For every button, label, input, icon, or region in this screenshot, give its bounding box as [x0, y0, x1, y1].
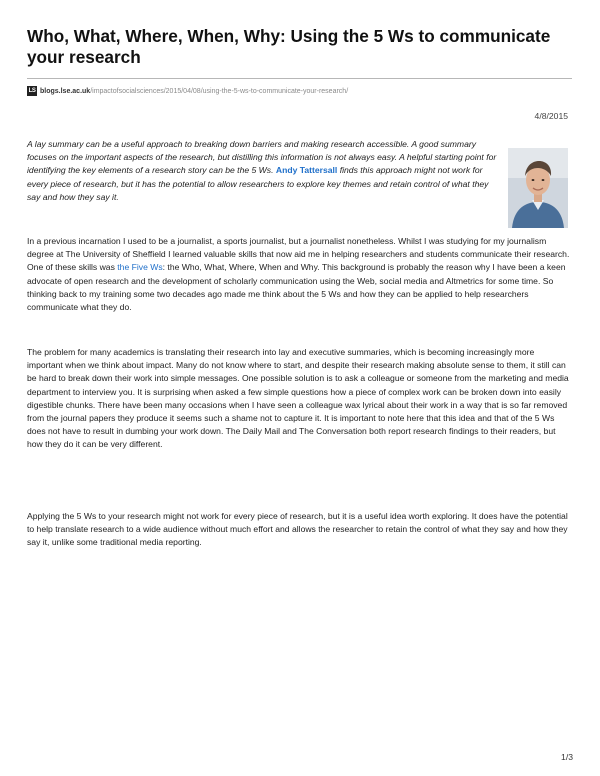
source-line — [27, 84, 348, 98]
page-number: 1/3 — [561, 752, 573, 762]
p1-text-start: In a previous incarnation I used to be a journalist, a sports journalist, but a journalist nonetheless. Whilst I was studying for my journalism degree at The University of Sheffield I learned valuable skills that now aid me in helping researchers and students communicate their research. One of these skills was — [27, 236, 570, 273]
source-domain[interactable]: blogs.lse.ac.uk — [40, 87, 91, 95]
author-photo-icon — [508, 148, 568, 228]
body-paragraph-3: Applying the 5 Ws to your research might not work for every piece of research, but it is a useful idea worth exploring. It does have the potential to help translate research to a wide audience without much effort and allows the researcher to retain the control of what they say and how they say it, unlike some traditional media reporting. — [27, 511, 568, 548]
author-photo — [508, 148, 568, 228]
intro-text-end: finds this approach might not work for every piece of research, but it has the potential to allow researchers to explore key themes and retain control of what they say and how they say it. — [27, 165, 489, 202]
body-paragraph-2: The problem for many academics is translating their research into lay and executive summaries, which is becoming increasingly more important when we think about impact. Many do not know where to start, and despite their research making absolute sense to them, it still can be hard to break down their work into simple messages. One possible solution is to ask a colleague or someone from the marketing and media department to interview you. It is surprising when asked a few simple questions how a piece of complex work can be broken down into easily digestible chunks. There have been many occasions when I have seen a colleague wax lyrical about their work in a way that is so far removed from the journal papers they produce it seems such a shame not to capture it. It is important to note here that this idea and that of the 5 Ws does not have to result in dumbing your work down. The Daily Mail and The Conversation both report research findings to their readers, but how they do it can be very different. — [27, 347, 569, 450]
lse-blog-icon: LS — [28, 88, 36, 94]
author-link[interactable]: Andy Tattersall — [275, 165, 338, 176]
article-title: Who, What, Where, When, Why: Using the 5 Ws to communicate your research — [27, 26, 551, 67]
title-divider — [27, 78, 572, 79]
source-path[interactable]: /impactofsocialsciences/2015/04/08/using-the-5-ws-to-communicate-your-research/ — [90, 87, 349, 95]
body-paragraph-1 — [27, 235, 572, 314]
p1-text-end: : the Who, What, Where, When and Why. This background is probably the reason why I have been a keen advocate of open research and the development of scholarly communication using the Web, social media and Altmetrics for some time. So thinking back to my training some two decades ago made me think about the 5 Ws and how they can be applied to help researchers communicate what they do. — [27, 262, 566, 313]
intro-summary — [27, 138, 497, 204]
intro-text-start: A lay summary can be a useful approach to breaking down barriers and making research accessible. A good summary focuses on the important aspects of the research, but distilling this information is not always easy. A helpful starting point for identifying the key elements of a research story can be the 5 Ws. — [27, 139, 497, 176]
article-date: 4/8/2015 — [534, 111, 568, 121]
five-ws-link[interactable]: the Five Ws — [117, 262, 163, 273]
